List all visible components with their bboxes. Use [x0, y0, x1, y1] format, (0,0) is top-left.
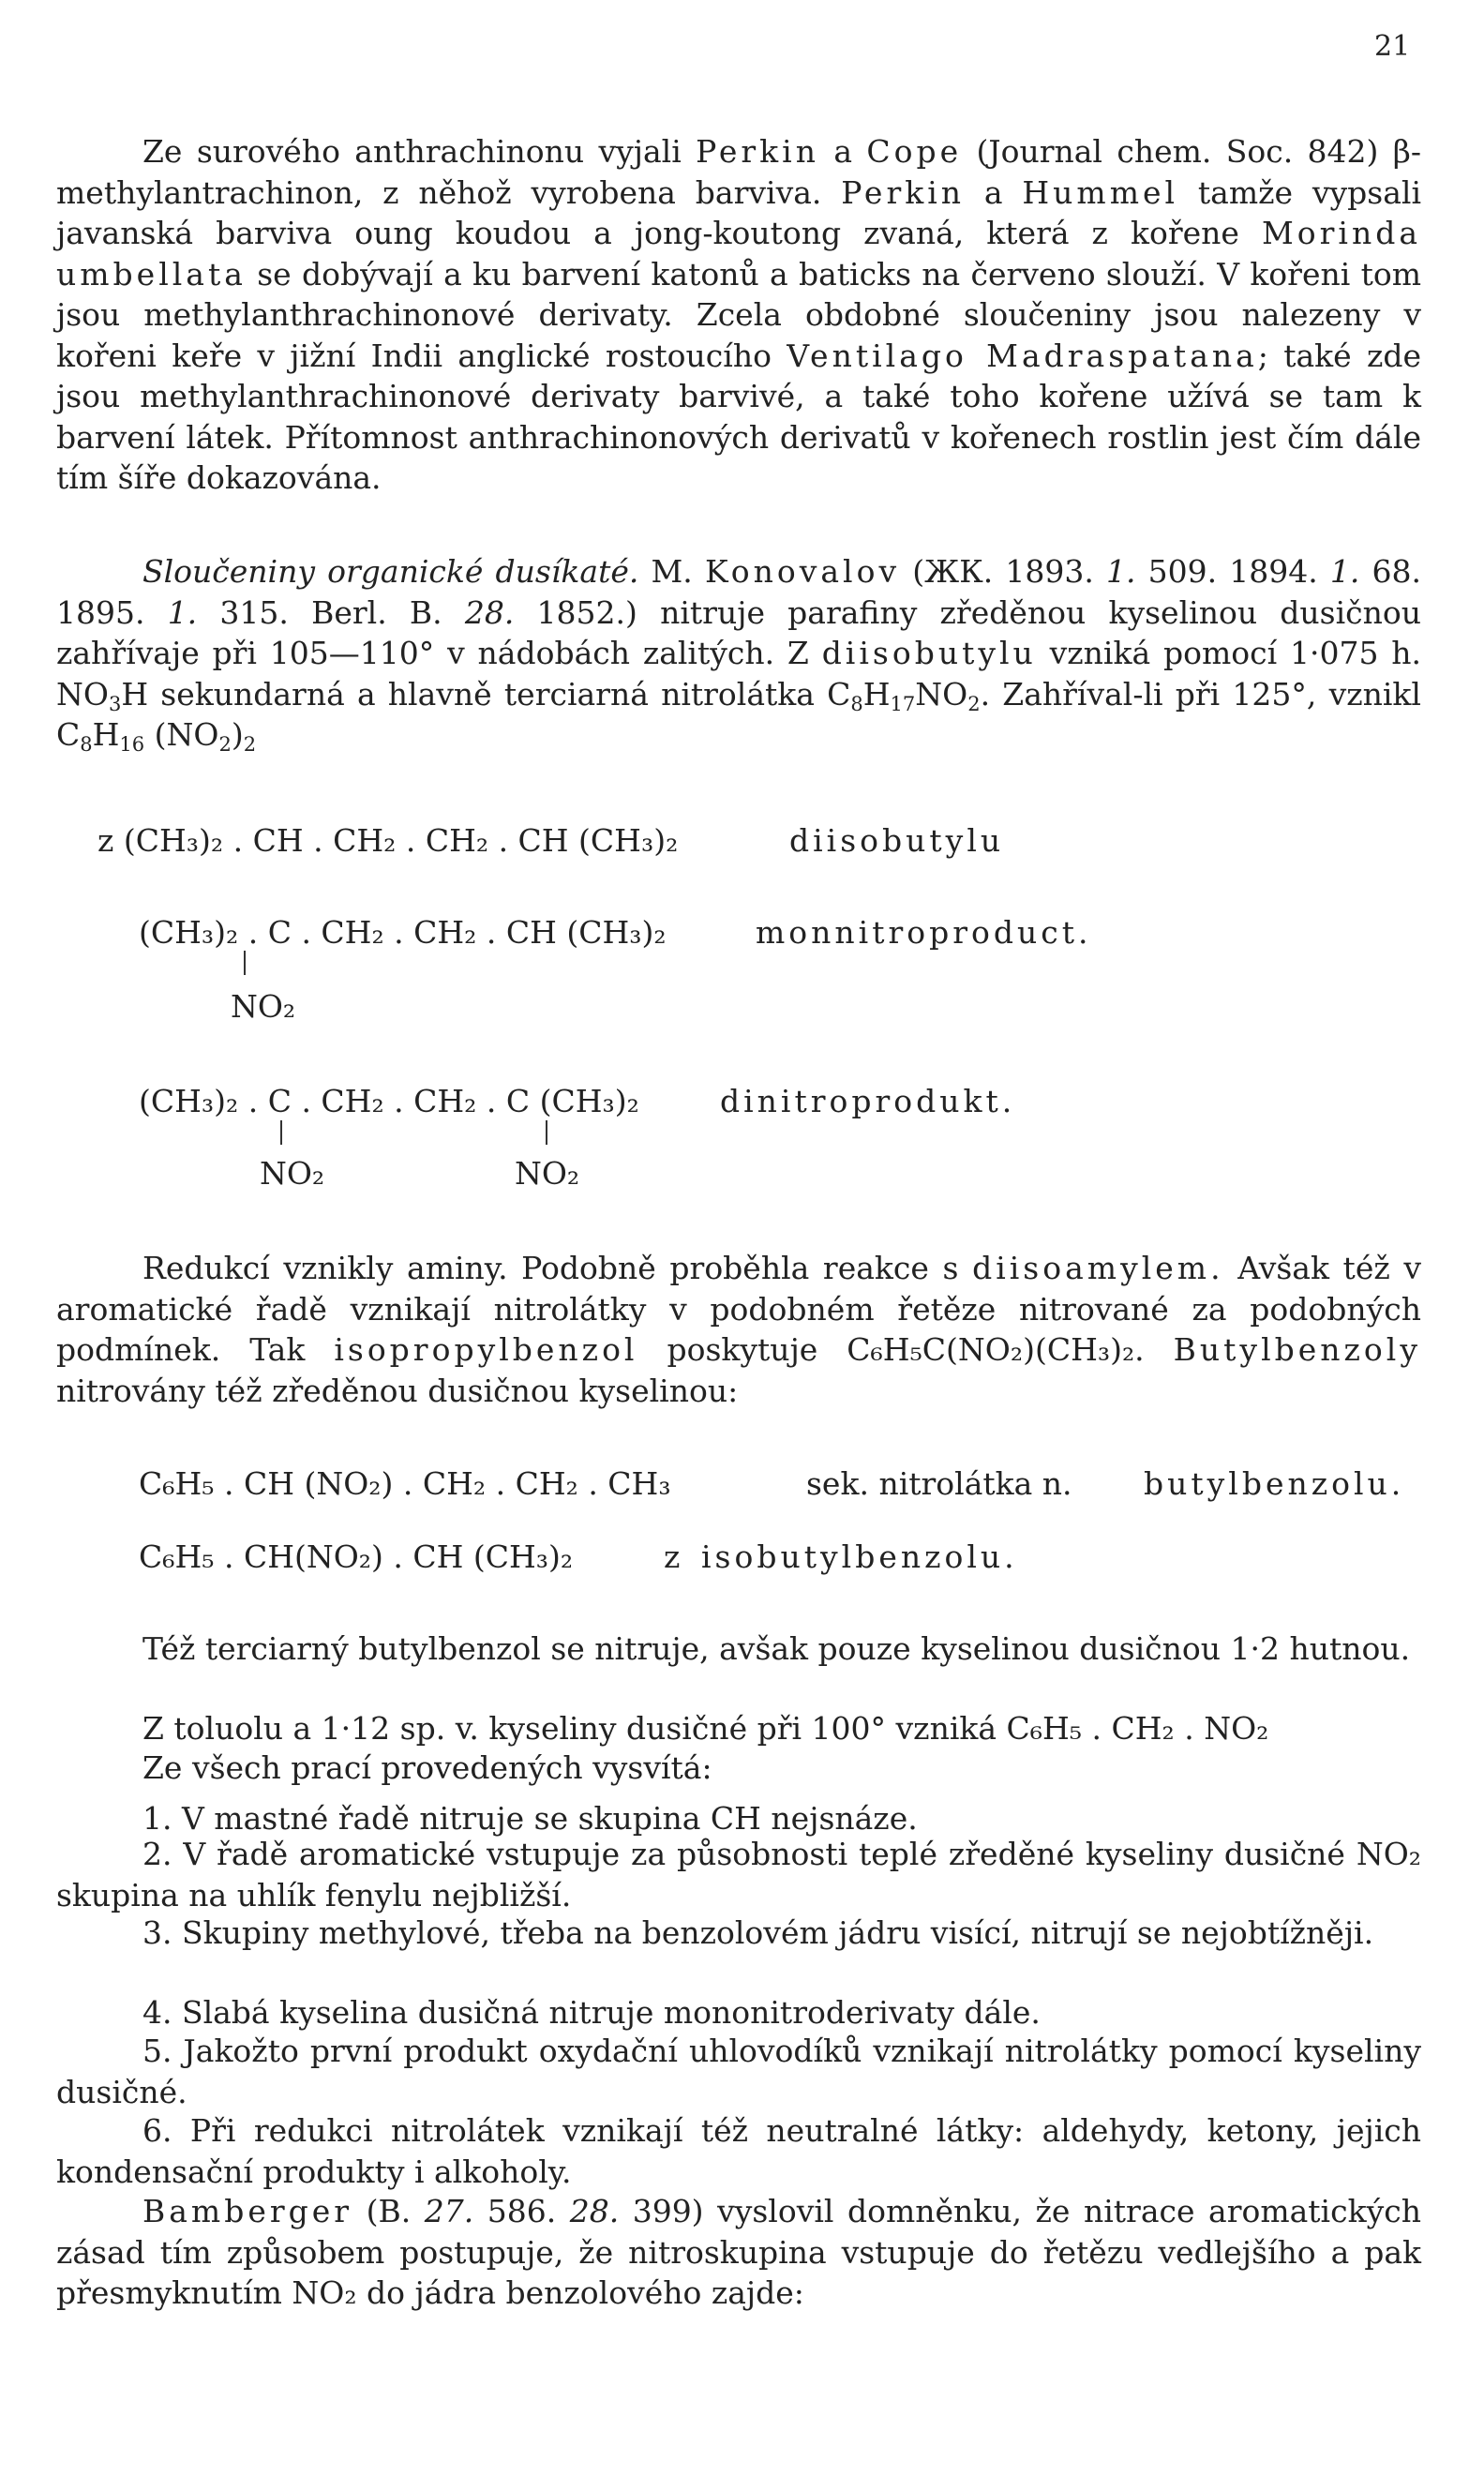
- formula-diisobutyl: [97, 822, 678, 860]
- text: (Journal chem. Soc. 842) β-methylantrachinon, z něhož vyrobena barviva.: [56, 133, 1421, 211]
- text: a: [965, 173, 1023, 211]
- subscript: 17: [890, 692, 916, 715]
- text: 315. Berl. B.: [197, 593, 465, 631]
- text: M.: [638, 553, 705, 590]
- formula-label: z: [664, 1538, 681, 1575]
- text: vzniká pomocí 1·075 h. NO: [56, 635, 1421, 713]
- text: 586.: [473, 2193, 570, 2229]
- text: tamže vypsali javanská barviva oung koudou a jong-koutong zvaná, která z kořene: [56, 173, 1421, 251]
- paragraph-summary-intro: Ze všech prací provedených vysvítá:: [142, 1749, 712, 1786]
- volume: 1.: [1329, 553, 1360, 590]
- compound-diisobutyl: diisobutylu: [821, 635, 1037, 671]
- text: se dobývají a ku barvení katonů a baticks na červeno slouží. V kořeni tom jsou methylanthrachinonové derivaty. Zcela obdobné sloučeniny jsou nalezeny v kořeni keře v jižní Indii anglické rostoucího: [56, 255, 1421, 374]
- text: Redukcí vznikly aminy. Podobně proběhla reakce s: [142, 1250, 973, 1286]
- bond-line: [244, 951, 246, 975]
- text: 509. 1894.: [1135, 553, 1330, 590]
- paragraph-anthrachinon: [56, 131, 1421, 499]
- author-konovalov: Konovalov: [704, 553, 901, 590]
- author-hummel: Hummel: [1022, 173, 1179, 211]
- bond-line: [546, 1120, 547, 1145]
- text: . Zahříval-li při 125°, vznikl C: [56, 675, 1421, 753]
- formula-mononitro: (CH₃)₂ . C . CH₂ . CH₂ . CH (CH₃)₂: [139, 914, 667, 951]
- text: nitrovány též zředěnou dusičnou kyselinou:: [56, 1372, 739, 1409]
- text: NO: [915, 675, 968, 713]
- formula-label: isobutylbenzolu.: [701, 1538, 1018, 1575]
- plant-morinda: Morinda umbellata: [56, 215, 1421, 293]
- text: (B.: [352, 2193, 425, 2229]
- paragraph-reduction: [56, 1248, 1421, 1411]
- page-number: 21: [1374, 30, 1411, 63]
- subscript: 2: [967, 692, 981, 715]
- formula-prefix: z: [97, 822, 124, 859]
- nitro-group: NO₂: [231, 988, 296, 1025]
- bond-line: [280, 1120, 282, 1145]
- volume: 28.: [464, 593, 515, 631]
- subscript: 16: [119, 733, 145, 756]
- list-item: 4. Slabá kyselina dusičná nitruje mononitroderivaty dále.: [142, 1994, 1041, 2031]
- nitro-group: NO₂: [515, 1155, 580, 1192]
- nitro-group: NO₂: [260, 1155, 325, 1192]
- plant-ventilago: Ventilago Madraspatana: [787, 337, 1258, 374]
- text: 68. 1895.: [56, 553, 1422, 631]
- paragraph-bamberger: [56, 2191, 1421, 2314]
- author-cope: Cope: [866, 133, 963, 170]
- subscript: 2: [218, 733, 232, 756]
- list-item: 1. V mastné řadě nitruje se skupina CH nejsnáze.: [142, 1800, 918, 1837]
- formula: (CH₃)₂ . CH . CH₂ . CH₂ . CH (CH₃)₂: [123, 822, 679, 859]
- list-item: 3. Skupiny methylové, třeba na benzolovém jádru visící, nitrují se nejobtížněji.: [142, 1914, 1374, 1951]
- text: ; také zde jsou methylanthrachinonové derivaty barvivé, a také toho kořene užívá se tam k barvení látek. Přítomnost anthrachinonových derivatů v kořenech rostlin jest čím dále tím šíře dokazována.: [56, 337, 1421, 496]
- text: H sekundarná a hlavně terciarná nitrolátka C: [121, 675, 851, 713]
- volume: 1.: [1105, 553, 1136, 590]
- text: ): [231, 716, 244, 753]
- volume: 1.: [167, 593, 198, 631]
- text: (NO: [144, 716, 219, 753]
- text: (ЖК. 1893.: [900, 553, 1106, 590]
- text: H: [862, 675, 891, 713]
- text: a: [818, 133, 867, 170]
- list-item: 6. Při redukci nitrolátek vznikají též neutralné látky: aldehydy, ketony, jejich kondensační produkty i alkoholy.: [56, 2112, 1421, 2190]
- text: poskytuje C₆H₅C(NO₂)(CH₃)₂.: [637, 1331, 1174, 1368]
- compound-butylbenzoly: Butylbenzoly: [1173, 1331, 1421, 1368]
- formula-sec-nitro: C₆H₅ . CH (NO₂) . CH₂ . CH₂ . CH₃: [139, 1465, 671, 1502]
- text: 399) vyslovil domněnku, že nitrace aromatických zásad tím způsobem postupuje, že nitroskupina vstupuje do řetězu vedlejšího a pak přesmyknutím NO₂ do jádra benzolového zajde:: [56, 2193, 1421, 2311]
- text: Ze surového anthrachinonu vyjali: [142, 133, 697, 170]
- formula-isobutyl: C₆H₅ . CH(NO₂) . CH (CH₃)₂: [139, 1538, 574, 1575]
- formula-label: butylbenzolu.: [1144, 1465, 1405, 1502]
- text: Avšak též v aromatické řadě vznikají nitrolátky v podobném řetěze nitrované za podobných podmínek. Tak: [56, 1250, 1421, 1368]
- section-title: Sloučeniny organické dusíkaté.: [142, 553, 639, 590]
- formula-label: monnitroproduct.: [756, 914, 1092, 951]
- subscript: 8: [850, 692, 863, 715]
- paragraph-toluol: Z toluolu a 1·12 sp. v. kyseliny dusičné při 100° vzniká C₆H₅ . CH₂ . NO₂: [142, 1710, 1269, 1747]
- subscript: 3: [108, 692, 122, 715]
- author-perkin: Perkin: [696, 133, 819, 170]
- subscript: 2: [243, 733, 257, 756]
- formula-label: dinitroprodukt.: [720, 1083, 1016, 1119]
- subscript: 8: [80, 733, 93, 756]
- compound-isopropylbenzol: isopropylbenzol: [334, 1331, 638, 1368]
- formula-label: diisobutylu: [789, 822, 1005, 859]
- paragraph-nitro-compounds: [56, 551, 1421, 756]
- volume: 28.: [569, 2193, 620, 2229]
- author-bamberger: Bamberger: [142, 2193, 353, 2229]
- formula-dinitro: (CH₃)₂ . C . CH₂ . CH₂ . C (CH₃)₂: [139, 1083, 639, 1119]
- text: H: [92, 716, 120, 753]
- list-item: 2. V řadě aromatické vstupuje za působnosti teplé zředěné kyseliny dusičné NO₂ skupina na uhlík fenylu nejbližší.: [56, 1836, 1421, 1913]
- formula-label: sek. nitrolátka n.: [806, 1465, 1072, 1502]
- text: 1852.) nitruje parafiny zředěnou kyselinou dusičnou zahřívaje při 105—110° v nádobách zalitých. Z: [56, 593, 1422, 671]
- author-perkin: Perkin: [841, 173, 966, 211]
- volume: 27.: [424, 2193, 474, 2229]
- paragraph-tertiary-butylbenzol: Též terciarný butylbenzol se nitruje, avšak pouze kyselinou dusičnou 1·2 hutnou.: [142, 1630, 1411, 1667]
- list-item: 5. Jakožto první produkt oxydační uhlovodíků vznikají nitrolátky pomocí kyseliny dusičné.: [56, 2033, 1421, 2110]
- compound-diisoamyl: diisoamylem.: [972, 1250, 1224, 1286]
